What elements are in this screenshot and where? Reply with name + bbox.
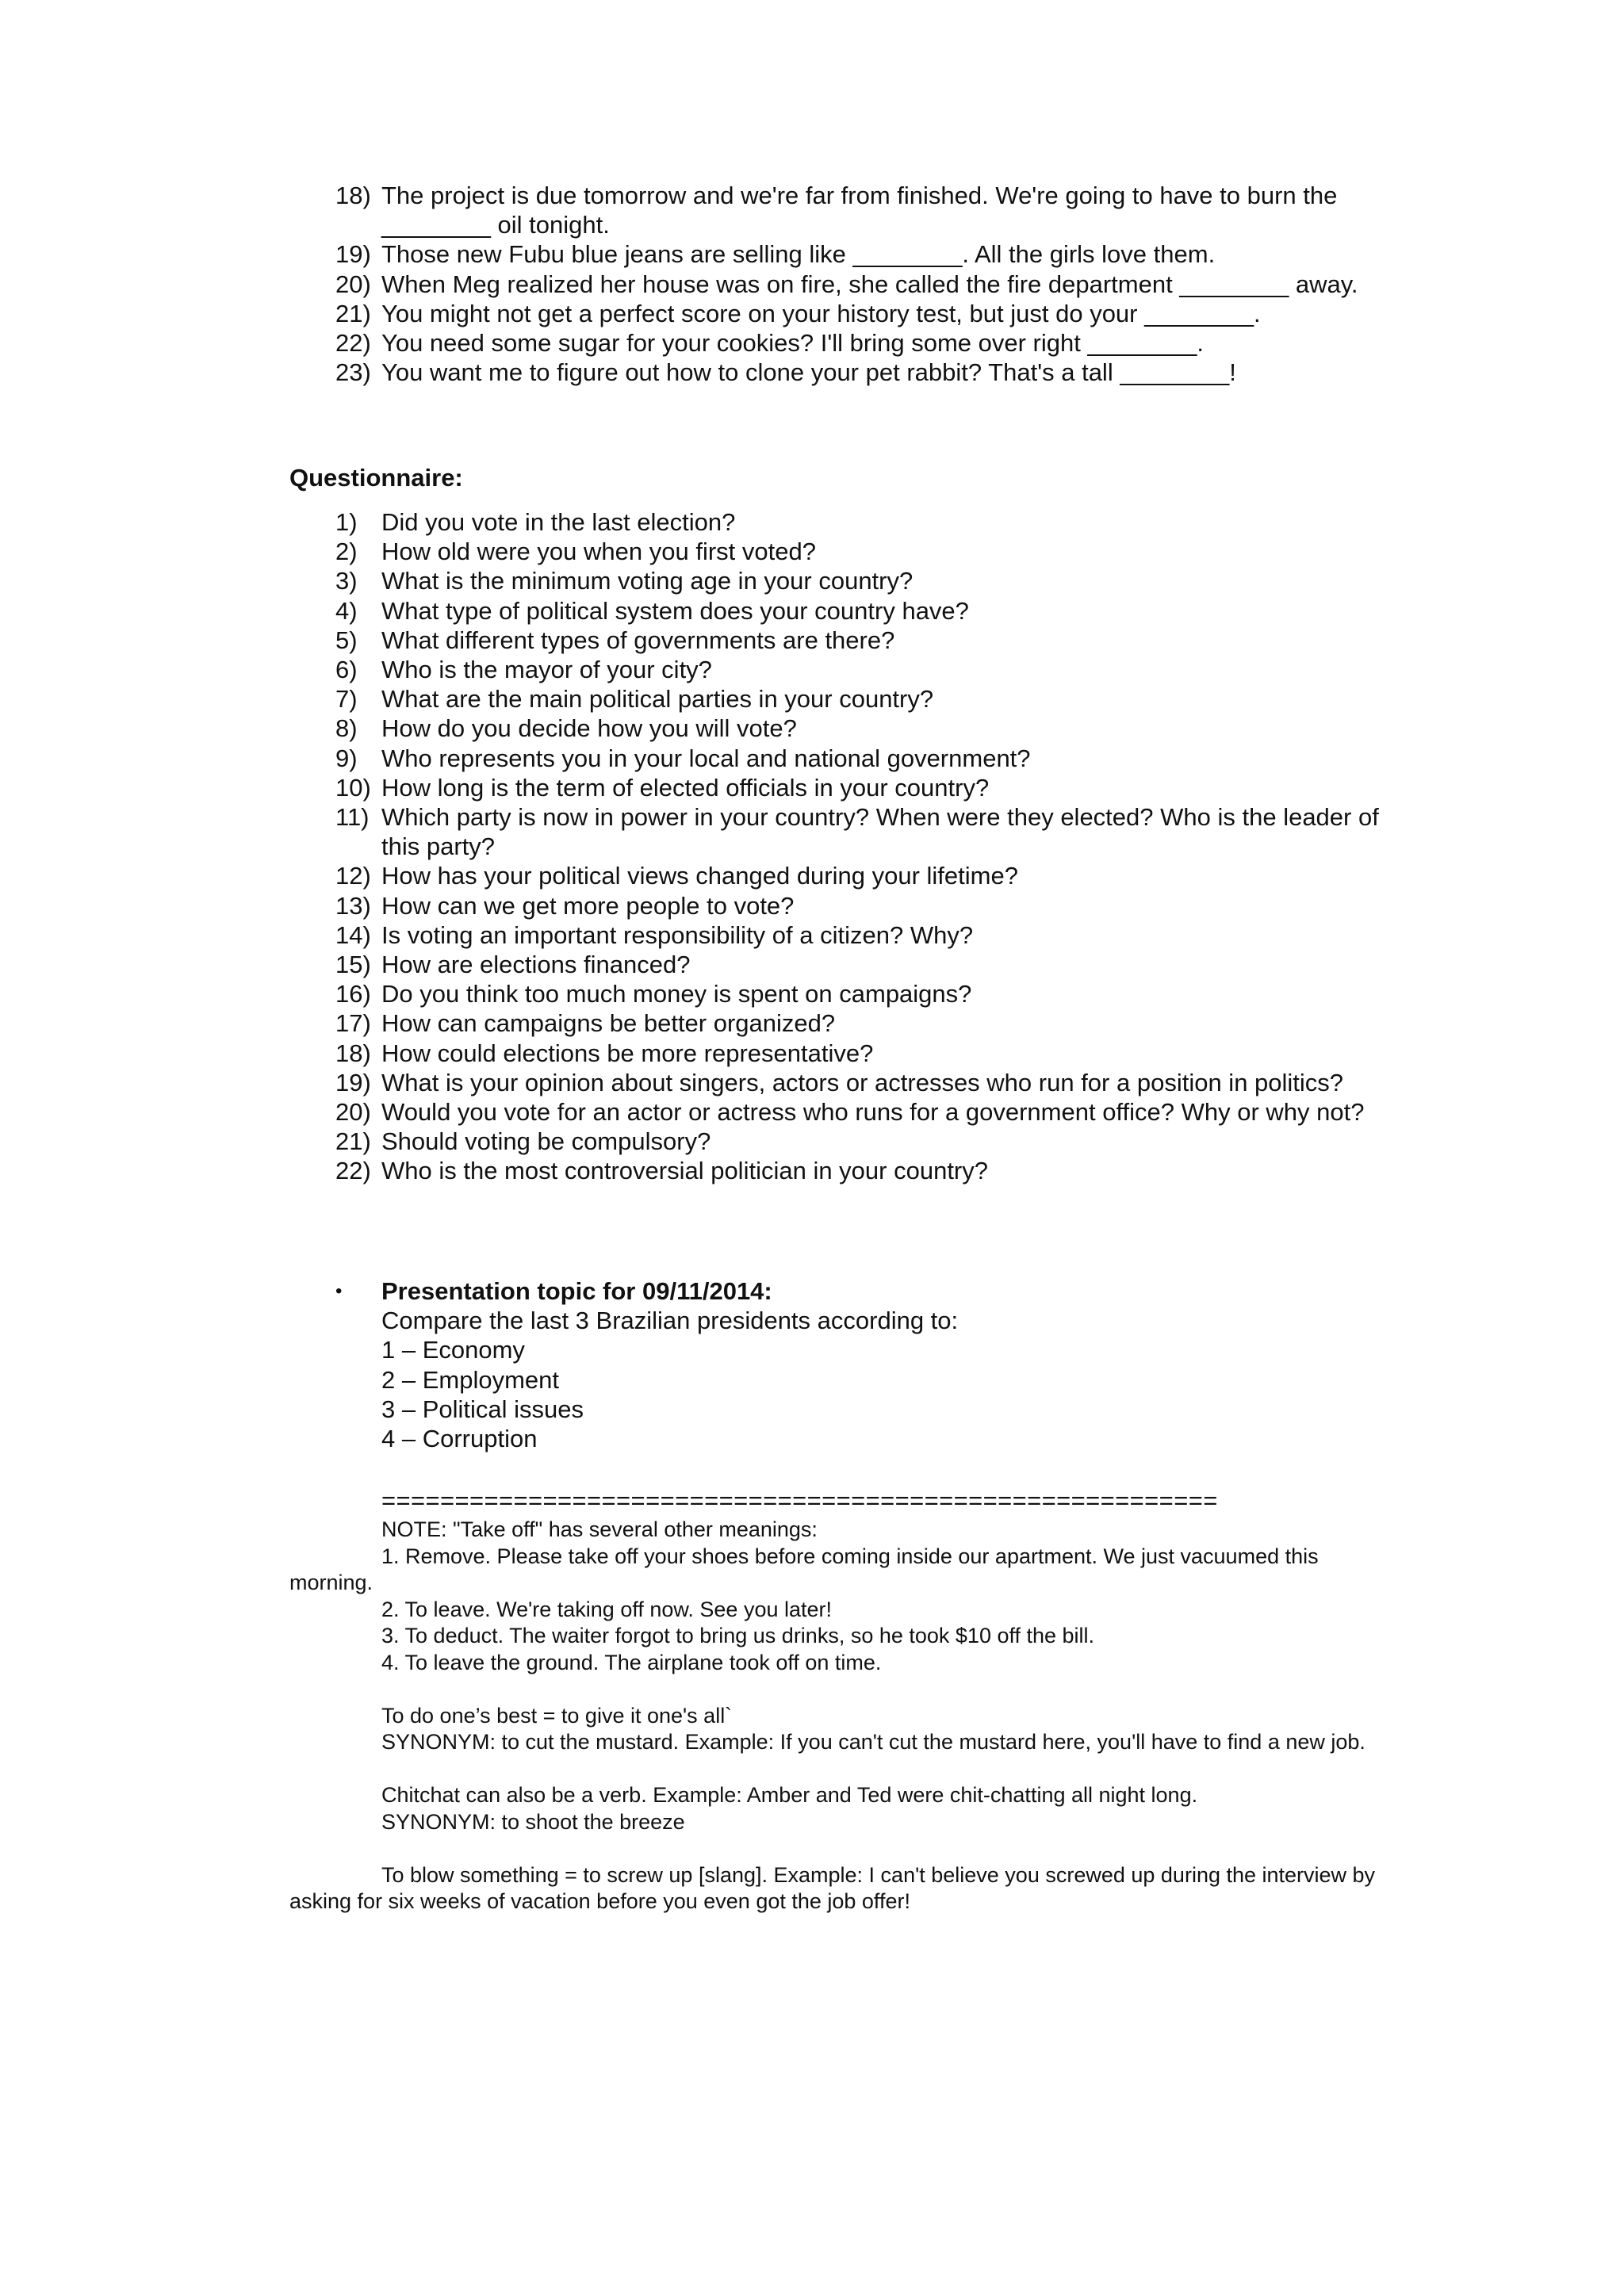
bullet-icon: • [335,1280,343,1302]
question-item [335,861,1398,890]
question-item [335,566,1398,595]
question-number: 14) [335,920,371,949]
question-number: 20) [335,1098,371,1127]
question-item [335,950,1398,979]
question-number: 6) [335,656,358,684]
note-heading: NOTE: "Take off" has several other meanings: [381,1517,818,1541]
question-item [335,537,1398,566]
question-item [335,655,1398,684]
presentation-criterion: 1 – Economy [381,1336,525,1364]
note-line: 4. To leave the ground. The airplane took off on time. [381,1650,882,1674]
note-synonym: SYNONYM: to cut the mustard. Example: If you can't cut the mustard here, you'll have to find a new job. [381,1730,1365,1754]
presentation-title-row [335,1276,1398,1306]
question-text: Did you vote in the last election? [381,508,736,536]
question-number: 4) [335,596,358,625]
note-definition: To blow something = to screw up [slang]. Example: I can't believe you screwed up during the interview by asking for six weeks of vacation before you even got the job offer! [289,1862,1376,1913]
note-line: 2. To leave. We're taking off now. See you later! [381,1597,833,1621]
question-item [335,1068,1398,1097]
question-number: 16) [335,980,371,1008]
question-item [335,1097,1398,1127]
question-number: 21) [335,1127,371,1156]
question-text: How can we get more people to vote? [381,891,795,920]
list-item [335,181,1398,239]
question-item [335,1156,1398,1185]
list-item [335,239,1398,269]
item-text: You need some sugar for your cookies? I'll bring some over right ________. [381,329,1205,358]
question-number: 17) [335,1009,371,1038]
questionnaire-list [335,507,1398,1186]
spacer [289,1756,1400,1783]
question-number: 2) [335,538,358,566]
question-text: What type of political system does your country have? [381,596,969,625]
presentation-criterion: 3 – Political issues [381,1395,584,1423]
question-number: 22) [335,1157,371,1185]
question-item [335,891,1398,920]
question-text: How do you decide how you will vote? [381,714,797,743]
question-item [335,744,1398,773]
question-number: 9) [335,744,358,772]
question-item [335,1127,1398,1156]
question-item [335,684,1398,714]
question-text: How can campaigns be better organized? [381,1009,836,1038]
question-number: 19) [335,1068,371,1096]
question-item [335,979,1398,1008]
question-text: Do you think too much money is spent on campaigns? [381,980,972,1008]
question-text: Who is the most controversial politician in your country? [381,1157,988,1185]
question-number: 5) [335,626,358,654]
note-definition: Chitchat can also be a verb. Example: Amber and Ted were chit-chatting all night long. [381,1783,1198,1807]
note-synonym: SYNONYM: to shoot the breeze [381,1809,685,1834]
question-text: Who represents you in your local and national government? [381,744,1031,772]
item-text: You want me to figure out how to clone your pet rabbit? That's a tall ________! [381,358,1236,387]
presentation-criterion: 4 – Corruption [381,1425,538,1453]
spacer [289,1676,1400,1703]
item-number: 19) [335,240,371,269]
item-text: Those new Fubu blue jeans are selling like ________. All the girls love them. [381,240,1216,269]
question-text: How has your political views changed during your lifetime? [381,862,1018,890]
question-item [335,596,1398,626]
item-number: 21) [335,299,371,327]
question-text: How old were you when you first voted? [381,538,816,566]
item-text: The project is due tomorrow and we're far from finished. We're going to have to burn the ________ oil tonight. [381,182,1338,239]
item-number: 20) [335,270,371,298]
presentation-criterion: 2 – Employment [381,1365,559,1394]
question-text: What are the main political parties in your country? [381,685,934,714]
spacer [289,1835,1400,1862]
question-text: Is voting an important responsibility of a citizen? Why? [381,920,974,949]
question-number: 12) [335,862,371,890]
question-text: What is your opinion about singers, actors or actresses who run for a position in politics? [381,1068,1344,1096]
question-text: How long is the term of elected officials in your country? [381,773,990,802]
list-item [335,328,1398,358]
question-text: What is the minimum voting age in your country? [381,567,914,595]
question-text: Which party is now in power in your country? When were they elected? Who is the leader of this party? [381,803,1379,861]
item-number: 18) [335,182,371,209]
note-line: 1. Remove. Please take off your shoes before coming inside our apartment. We just vacuumed this morning. [289,1544,1319,1594]
note-line: 3. To deduct. The waiter forgot to bring us drinks, so he took $10 off the bill. [381,1624,1095,1647]
question-text: How are elections financed? [381,951,691,979]
list-item [335,270,1398,299]
presentation-topic [335,1276,1398,1453]
question-text: Should voting be compulsory? [381,1127,711,1156]
list-item [335,299,1398,328]
question-item [335,1008,1398,1038]
question-number: 11) [335,803,370,832]
question-item [335,920,1398,950]
list-item [335,358,1398,387]
presentation-title: Presentation topic for 09/11/2014: [381,1277,772,1305]
question-text: What different types of governments are there? [381,626,895,654]
vocabulary-notes [289,1486,1400,1915]
question-item [335,773,1398,802]
question-number: 7) [335,685,358,714]
question-item [335,802,1398,861]
question-item [335,714,1398,743]
question-number: 18) [335,1039,371,1067]
question-number: 10) [335,773,371,802]
question-text: How could elections be more representative? [381,1039,874,1067]
item-number: 23) [335,358,371,387]
questionnaire-heading: Questionnaire: [289,464,463,492]
question-number: 13) [335,891,371,920]
presentation-intro: Compare the last 3 Brazilian presidents according to: [381,1307,959,1335]
item-number: 22) [335,329,371,358]
question-number: 8) [335,714,358,743]
question-item [335,1039,1398,1068]
question-number: 1) [335,508,358,536]
question-number: 3) [335,567,358,595]
question-item [335,626,1398,655]
question-item [335,507,1398,537]
item-text: When Meg realized her house was on fire, she called the fire department ________ away. [381,270,1358,298]
item-text: You might not get a perfect score on your history test, but just do your ________. [381,299,1261,327]
note-definition: To do one’s best = to give it one's all` [381,1703,733,1728]
question-text: Would you vote for an actor or actress who runs for a government office? Why or why not? [381,1098,1365,1127]
question-text: Who is the mayor of your city? [381,656,712,684]
separator-line: ========================================================= [381,1487,1218,1514]
fill-in-blank-list [335,181,1398,387]
question-number: 15) [335,951,371,979]
